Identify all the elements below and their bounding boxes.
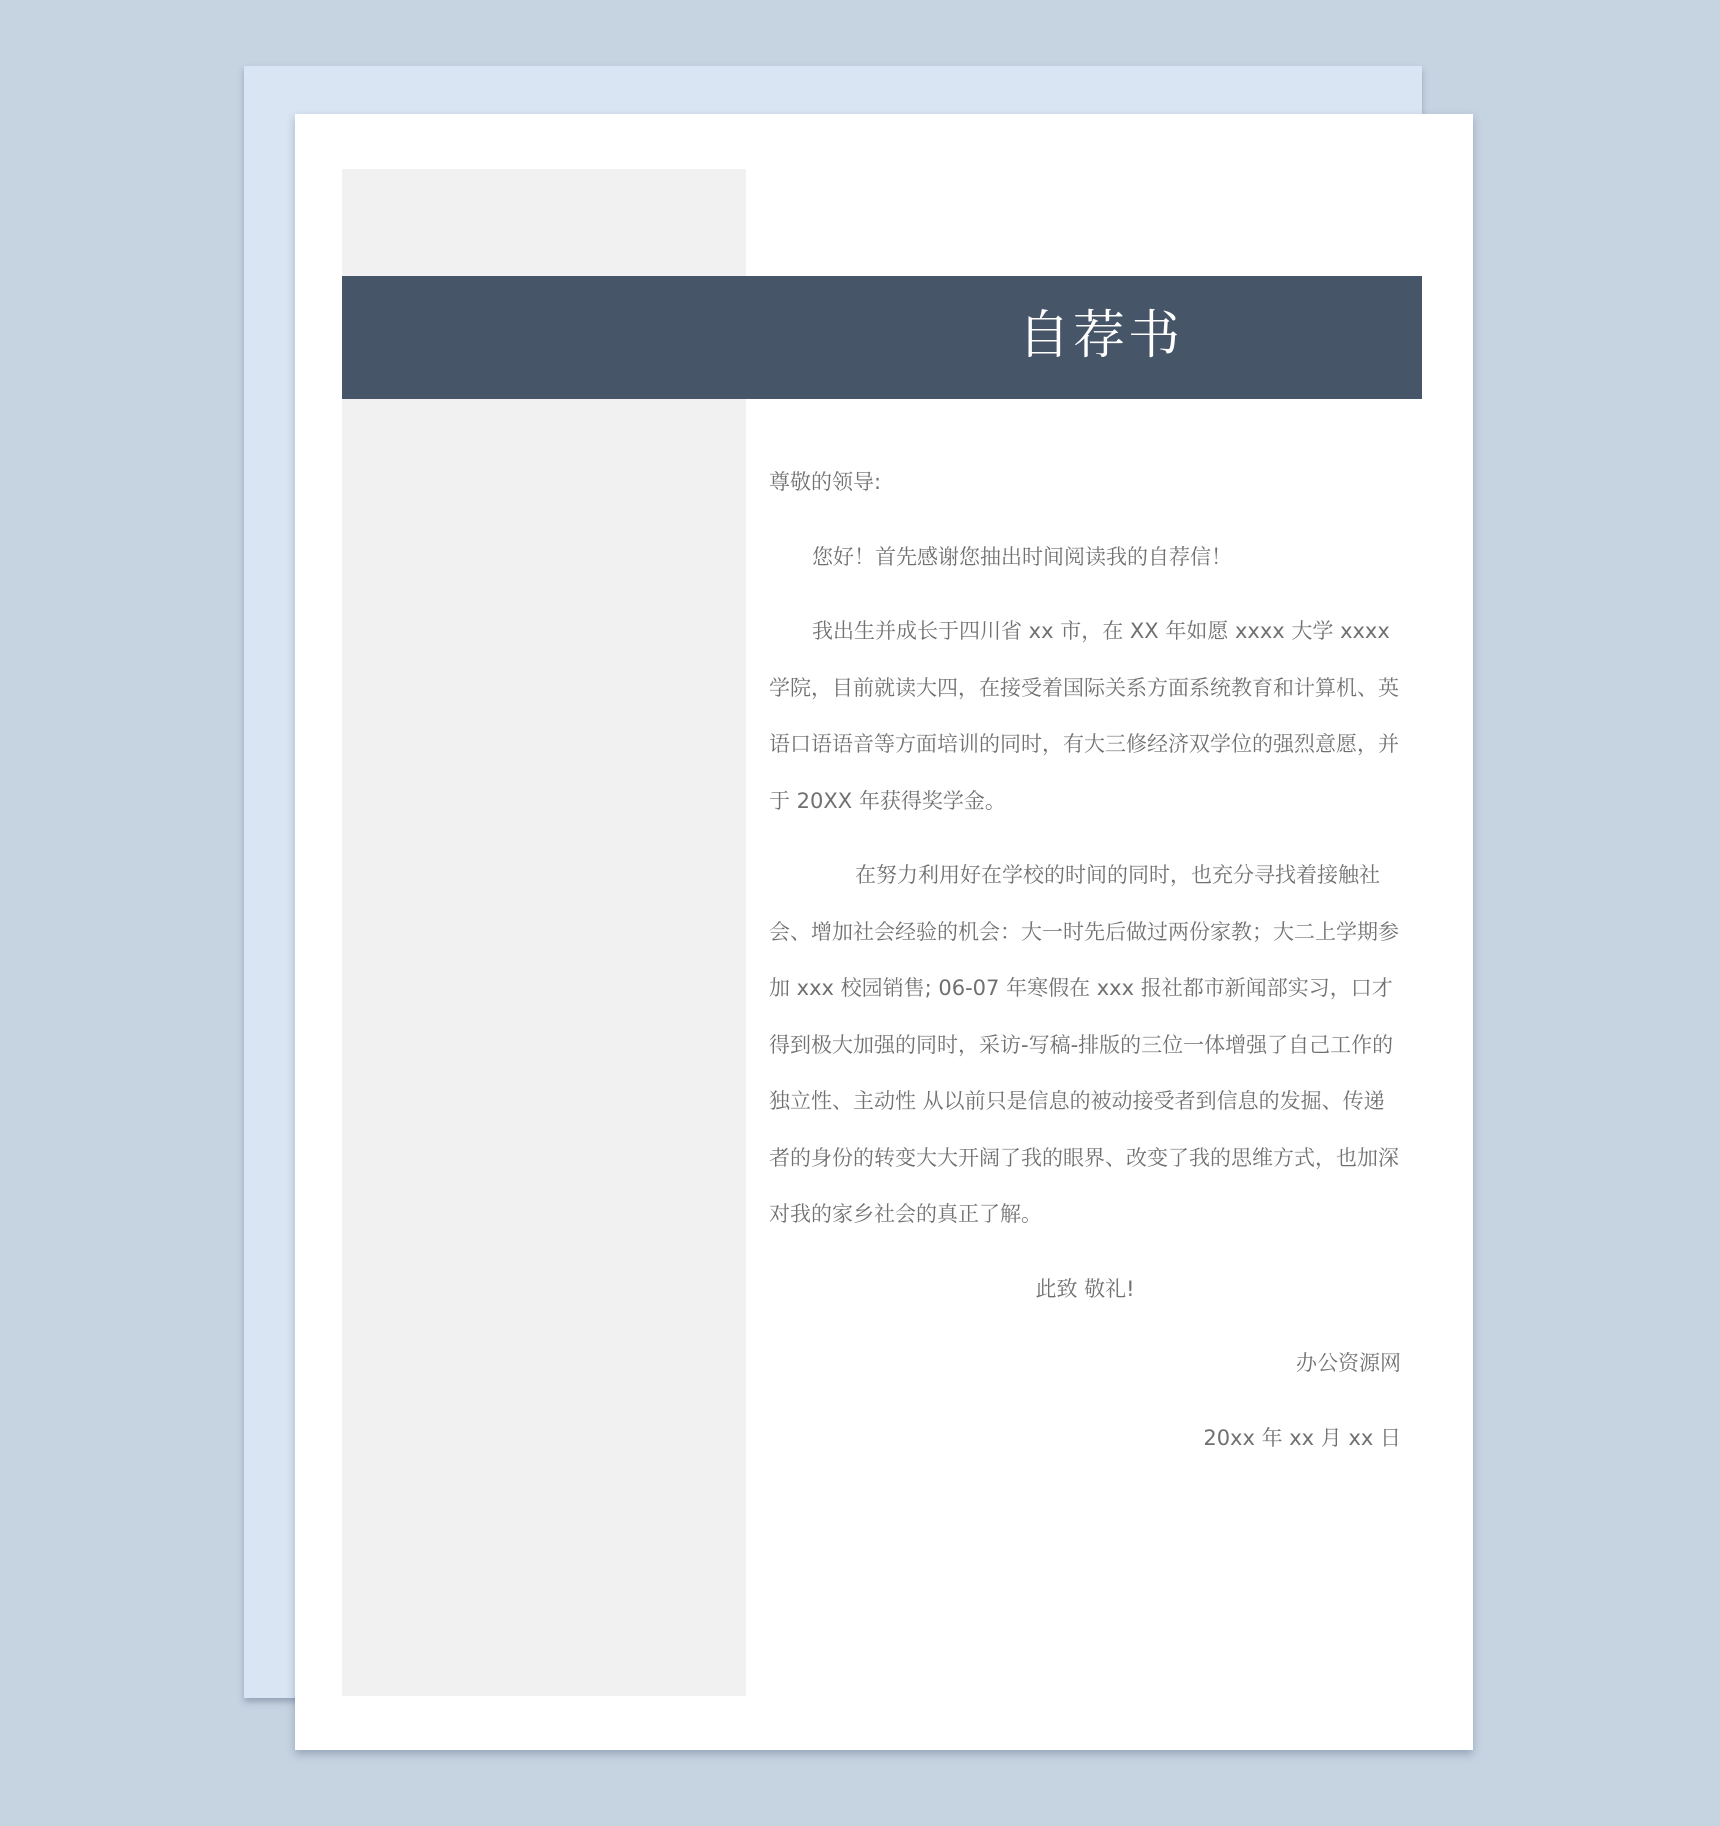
salutation: 尊敬的领导: bbox=[769, 470, 882, 494]
paragraph-background: 我出生并成长于四川省 xx 市，在 XX 年如愿 xxxx 大学 xxxx 学院，目前就读大四，在接受着国际关系方面系统教育和计算机、英语口语语音等方面培训的同时，有大三修经济双学位的强烈意愿，并于 20XX 年获得奖学金。 bbox=[769, 619, 1399, 813]
date: 20xx 年 xx 月 xx 日 bbox=[1203, 1425, 1401, 1450]
paragraph-experience: 在努力利用好在学校的时间的同时，也充分寻找着接触社会、增加社会经验的机会：大一时先后做过两份家教；大二上学期参加 xxx 校园销售; 06-07 年寒假在 xxx 报社都市新闻部实习，口才得到极大加强的同时，采访-写稿-排版的三位一体增强了自己工作的独立性、主动性 从以前只是信息的被动接受者到信息的发掘、传递者的身份的转变大大开阔了我的眼界、改变了我的思维方式，也加深对我的家乡社会的真正了解。 bbox=[769, 863, 1399, 1226]
letter-body bbox=[769, 454, 1401, 1466]
signature: 办公资源网 bbox=[1296, 1351, 1401, 1375]
title-band bbox=[342, 276, 1422, 399]
page-title: 自荐书 bbox=[1018, 306, 1184, 366]
paragraph-greeting: 您好！首先感谢您抽出时间阅读我的自荐信！ bbox=[812, 544, 1232, 569]
letter-page bbox=[295, 114, 1473, 1750]
closing: 此致 敬礼! bbox=[1035, 1276, 1135, 1301]
